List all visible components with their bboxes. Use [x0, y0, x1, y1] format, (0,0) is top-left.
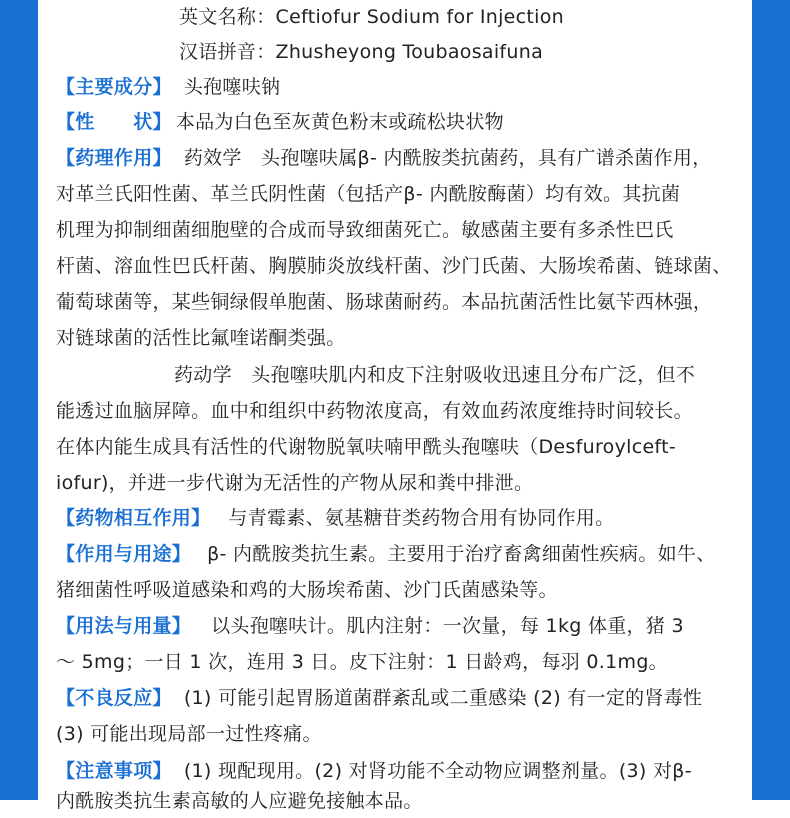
- appearance-label: 【性 状】: [56, 111, 172, 133]
- appearance-text: 本品为白色至灰黄色粉末或疏松块状物: [175, 111, 504, 133]
- pharmacology-line: 能透过血脑屏障。血中和组织中药物浓度高，有效血药浓度维持时间较长。: [56, 400, 693, 422]
- pharmacology-line: 葡萄球菌等，某些铜绿假单胞菌、肠球菌耐药。本品抗菌活性比氨苄西林强，: [56, 291, 713, 313]
- ingredient-label: 【主要成分】: [56, 76, 172, 98]
- pharmacology-line: 对链球菌的活性比氟喹诺酮类强。: [56, 327, 346, 349]
- interactions-row: [56, 501, 756, 535]
- ingredient-row: [56, 70, 756, 104]
- interactions-text: 与青霉素、氨基糖苷类药物合用有协同作用。: [228, 507, 615, 529]
- pharmacology-label: 【药理作用】: [56, 147, 172, 169]
- dosage-label: 【用法与用量】: [56, 615, 192, 637]
- pharmacology-line: 在体内能生成具有活性的代谢物脱氧呋喃甲酰头孢噻呋（Desfuroylceft-: [56, 436, 676, 458]
- usage-row: [56, 537, 756, 571]
- pinyin-name: 汉语拼音：Zhusheyong Toubaosaifuna: [179, 41, 544, 63]
- appearance-row: [56, 105, 756, 139]
- precautions-line: (1) 现配现用。(2) 对肾功能不全动物应调整剂量。(3) 对β-: [183, 760, 692, 782]
- dosage-line: ～ 5mg；一日 1 次，连用 3 日。皮下注射：1 日龄鸡，每羽 0.1mg。: [56, 651, 668, 673]
- dosage-line: 以头孢噻呋计。肌内注射：一次量，每 1kg 体重，猪 3: [211, 615, 684, 637]
- adverse-row: [56, 681, 756, 715]
- adverse-label: 【不良反应】: [56, 687, 172, 709]
- pharmacology-line: 杆菌、溶血性巴氏杆菌、胸膜肺炎放线杆菌、沙门氏菌、大肠埃希菌、链球菌、: [56, 255, 732, 277]
- dosage-row: [56, 609, 756, 643]
- usage-label: 【作用与用途】: [56, 543, 192, 565]
- usage-line: 猪细菌性呼吸道感染和鸡的大肠埃希菌、沙门氏菌感染等。: [56, 579, 558, 601]
- ingredient-text: 头孢噻呋钠: [183, 76, 281, 98]
- english-name: 英文名称：Ceftiofur Sodium for Injection: [179, 6, 564, 28]
- adverse-line: (3) 可能出现局部一过性疼痛。: [56, 723, 322, 745]
- pharmacology-line: 机理为抑制细菌细胞壁的合成而导致细菌死亡。敏感菌主要有多杀性巴氏: [56, 219, 674, 241]
- pharmacology-line: 药动学 头孢噻呋肌内和皮下注射吸收迅速且分布广泛，但不: [174, 364, 696, 386]
- drug-description: [56, 0, 756, 812]
- precautions-row: [56, 754, 756, 788]
- right-border-bar: [752, 0, 790, 800]
- usage-line: β- 内酰胺类抗生素。主要用于治疗畜禽细菌性疾病。如牛、: [207, 543, 716, 565]
- pharmacology-line: iofur)，并进一步代谢为无活性的产物从尿和粪中排泄。: [56, 472, 534, 494]
- pharmacology-row: [56, 141, 756, 175]
- adverse-line: (1) 可能引起胃肠道菌群紊乱或二重感染 (2) 有一定的肾毒性: [183, 687, 703, 709]
- interactions-label: 【药物相互作用】: [56, 507, 211, 529]
- pharmacology-line: 药效学 头孢噻呋属β- 内酰胺类抗菌药，具有广谱杀菌作用，: [183, 147, 712, 169]
- left-border-bar: [0, 0, 38, 800]
- precautions-line: 内酰胺类抗生素高敏的人应避免接触本品。: [56, 790, 423, 812]
- precautions-label: 【注意事项】: [56, 760, 172, 782]
- pharmacology-line: 对革兰氏阳性菌、革兰氏阴性菌（包括产β- 内酰胺酶菌）均有效。其抗菌: [56, 183, 681, 205]
